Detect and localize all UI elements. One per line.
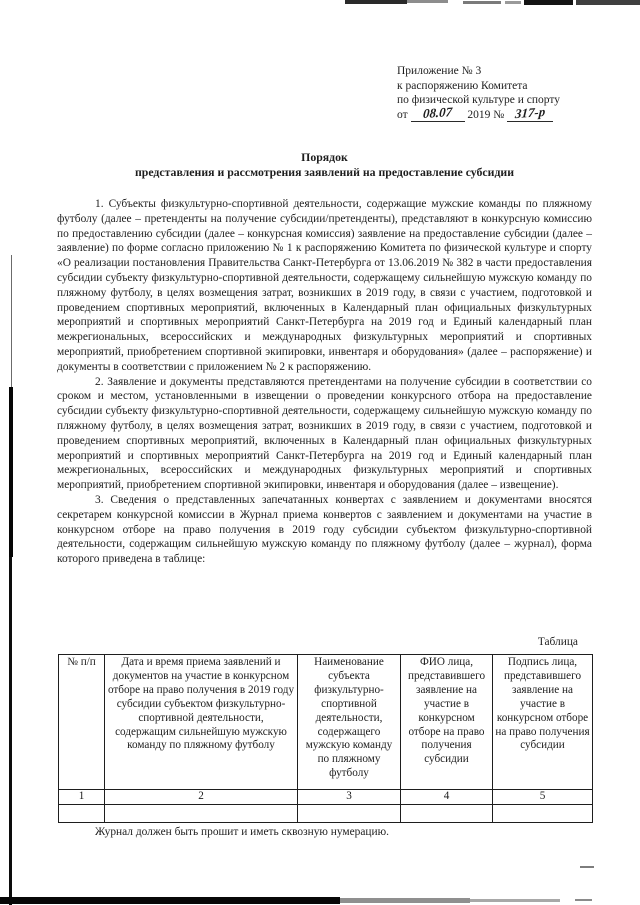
empty-cell	[401, 804, 493, 822]
handwritten-number: 317-р	[514, 103, 546, 121]
column-number: 2	[105, 790, 298, 805]
date-middle: 2019 №	[467, 108, 505, 121]
title-line-2: представления и рассмотрения заявлений на предоставление субсидии	[134, 165, 515, 180]
appendix-date-line	[397, 103, 560, 123]
column-header-date-time: Дата и время приема заявлений и документов на участие в конкурсном отборе на право получения в 2019 году субсидии субъектом физкультурно-спортивной деятельности, содержащим сильнейшую мужскую команду по пляжному футболу	[105, 655, 298, 790]
scan-artifact-dash	[580, 866, 594, 868]
scan-artifact-left-edge	[9, 387, 13, 557]
title-line-1: Порядок	[301, 150, 348, 164]
table-caption: Таблица	[537, 636, 578, 648]
body-text	[57, 197, 592, 567]
column-header-npp: № п/п	[59, 655, 105, 790]
number-blank	[507, 103, 553, 122]
scan-artifact-bottom	[0, 897, 340, 904]
appendix-header	[397, 64, 560, 122]
appendix-number-line: Приложение № 3	[397, 65, 482, 77]
scan-artifact-left-edge	[9, 557, 12, 905]
scan-artifact-left-edge	[11, 255, 12, 387]
column-header-subject-name: Наименование субъекта физкультурно-спортивной деятельности, содержащего мужскую команду по пляжному футболу	[298, 655, 401, 790]
paragraph-3: 3. Сведения о представленных запечатанных конвертах с заявлением и документами вносятся секретарем конкурсной комиссии в Журнал приема конвертов с заявлением и документами на участие в конкурсном отборе на право получения в 2019 году субсидии субъектом физкультурно-спортивной деятельности, содержащим сильнейшую мужскую команду по пляжному футболу (далее – журнал), форма которого приведена в таблице:	[57, 493, 592, 566]
paragraph-1: 1. Субъекты физкультурно-спортивной деятельности, содержащие мужские команды по пляжному футболу (далее – претенденты на получение субсидии/претенденты), представляют в конкурсную комиссию по предоставлению субсидии (далее – конкурсная комиссия) заявление на предоставление субсидии (далее – заявление) по форме согласно приложению № 1 к распоряжению Комитета по физической культуре и спорту «О реализации постановления Правительства Санкт-Петербурга от 13.06.2019 № 382 в части предоставления субсидии субъекту физкультурно-спортивной деятельности, содержащему сильнейшую мужскую команду по пляжному футболу, в целях возмещения затрат, возникших в 2019 году, в связи с участием, подготовкой и проведением спортивных мероприятий, включенных в Календарный план официальных физкультурных мероприятий и спортивных мероприятий Санкт-Петербурга на 2019 год и Единый календарный план межрегиональных, всероссийских и международных физкультурных мероприятий и спортивных мероприятий, приобретением спортивной экипировки, инвентаря и оборудования» (далее – распоряжение) и документы в соответствии с приложением № 2 к распоряжению.	[57, 198, 592, 373]
empty-cell	[105, 804, 298, 822]
handwritten-date: 08.07	[422, 103, 453, 121]
scan-artifact-bottom	[575, 899, 592, 901]
date-prefix: от	[397, 108, 408, 121]
scan-artifact-top	[576, 0, 640, 5]
column-number: 5	[493, 790, 593, 805]
empty-cell	[493, 804, 593, 822]
journal-table	[58, 654, 593, 823]
column-number: 1	[59, 790, 105, 805]
empty-cell	[59, 804, 105, 822]
scan-artifact-top	[407, 0, 448, 3]
document-title	[57, 150, 592, 180]
scan-artifact-bottom	[340, 898, 470, 903]
appendix-committee-line: по физической культуре и спорту	[397, 94, 560, 107]
column-header-signature: Подпись лица, представившего заявление на участие в конкурсном отборе на право получения субсидии	[493, 655, 593, 790]
paragraph-2: 2. Заявление и документы представляются претендентами на получение субсидии в соответствии со сроком и местом, установленными в извещении о проведении конкурсного отбора на предоставление субсидии субъекту физкультурно-спортивной деятельности, содержащему сильнейшую мужскую команду по пляжному футболу, в целях возмещения затрат, возникших в 2019 году, в связи с участием, подготовкой и проведением спортивных мероприятий, включенных в Календарный план официальных физкультурных мероприятий и спортивных мероприятий Санкт-Петербурга на 2019 год и Единый календарный план межрегиональных, всероссийских и международных физкультурных мероприятий и спортивных мероприятий, приобретением спортивной экипировки, инвентаря и оборудования (далее – извещение).	[57, 375, 592, 492]
scan-artifact-top	[524, 0, 573, 5]
date-blank	[411, 103, 465, 122]
scan-artifact-top	[345, 0, 407, 4]
scan-artifact-bottom	[470, 899, 560, 902]
scan-artifact-top	[505, 1, 521, 4]
column-header-fio: ФИО лица, представившего заявление на участие в конкурсном отборе на право получения субсидии	[401, 655, 493, 790]
scan-artifact-top	[463, 1, 501, 4]
table-header-row	[59, 655, 593, 790]
table-empty-row	[59, 804, 593, 822]
footer-note: Журнал должен быть прошит и иметь сквозную нумерацию.	[95, 826, 389, 838]
column-number: 3	[298, 790, 401, 805]
table-number-row	[59, 790, 593, 805]
appendix-reference-line: к распоряжению Комитета	[397, 79, 528, 92]
empty-cell	[298, 804, 401, 822]
column-number: 4	[401, 790, 493, 805]
